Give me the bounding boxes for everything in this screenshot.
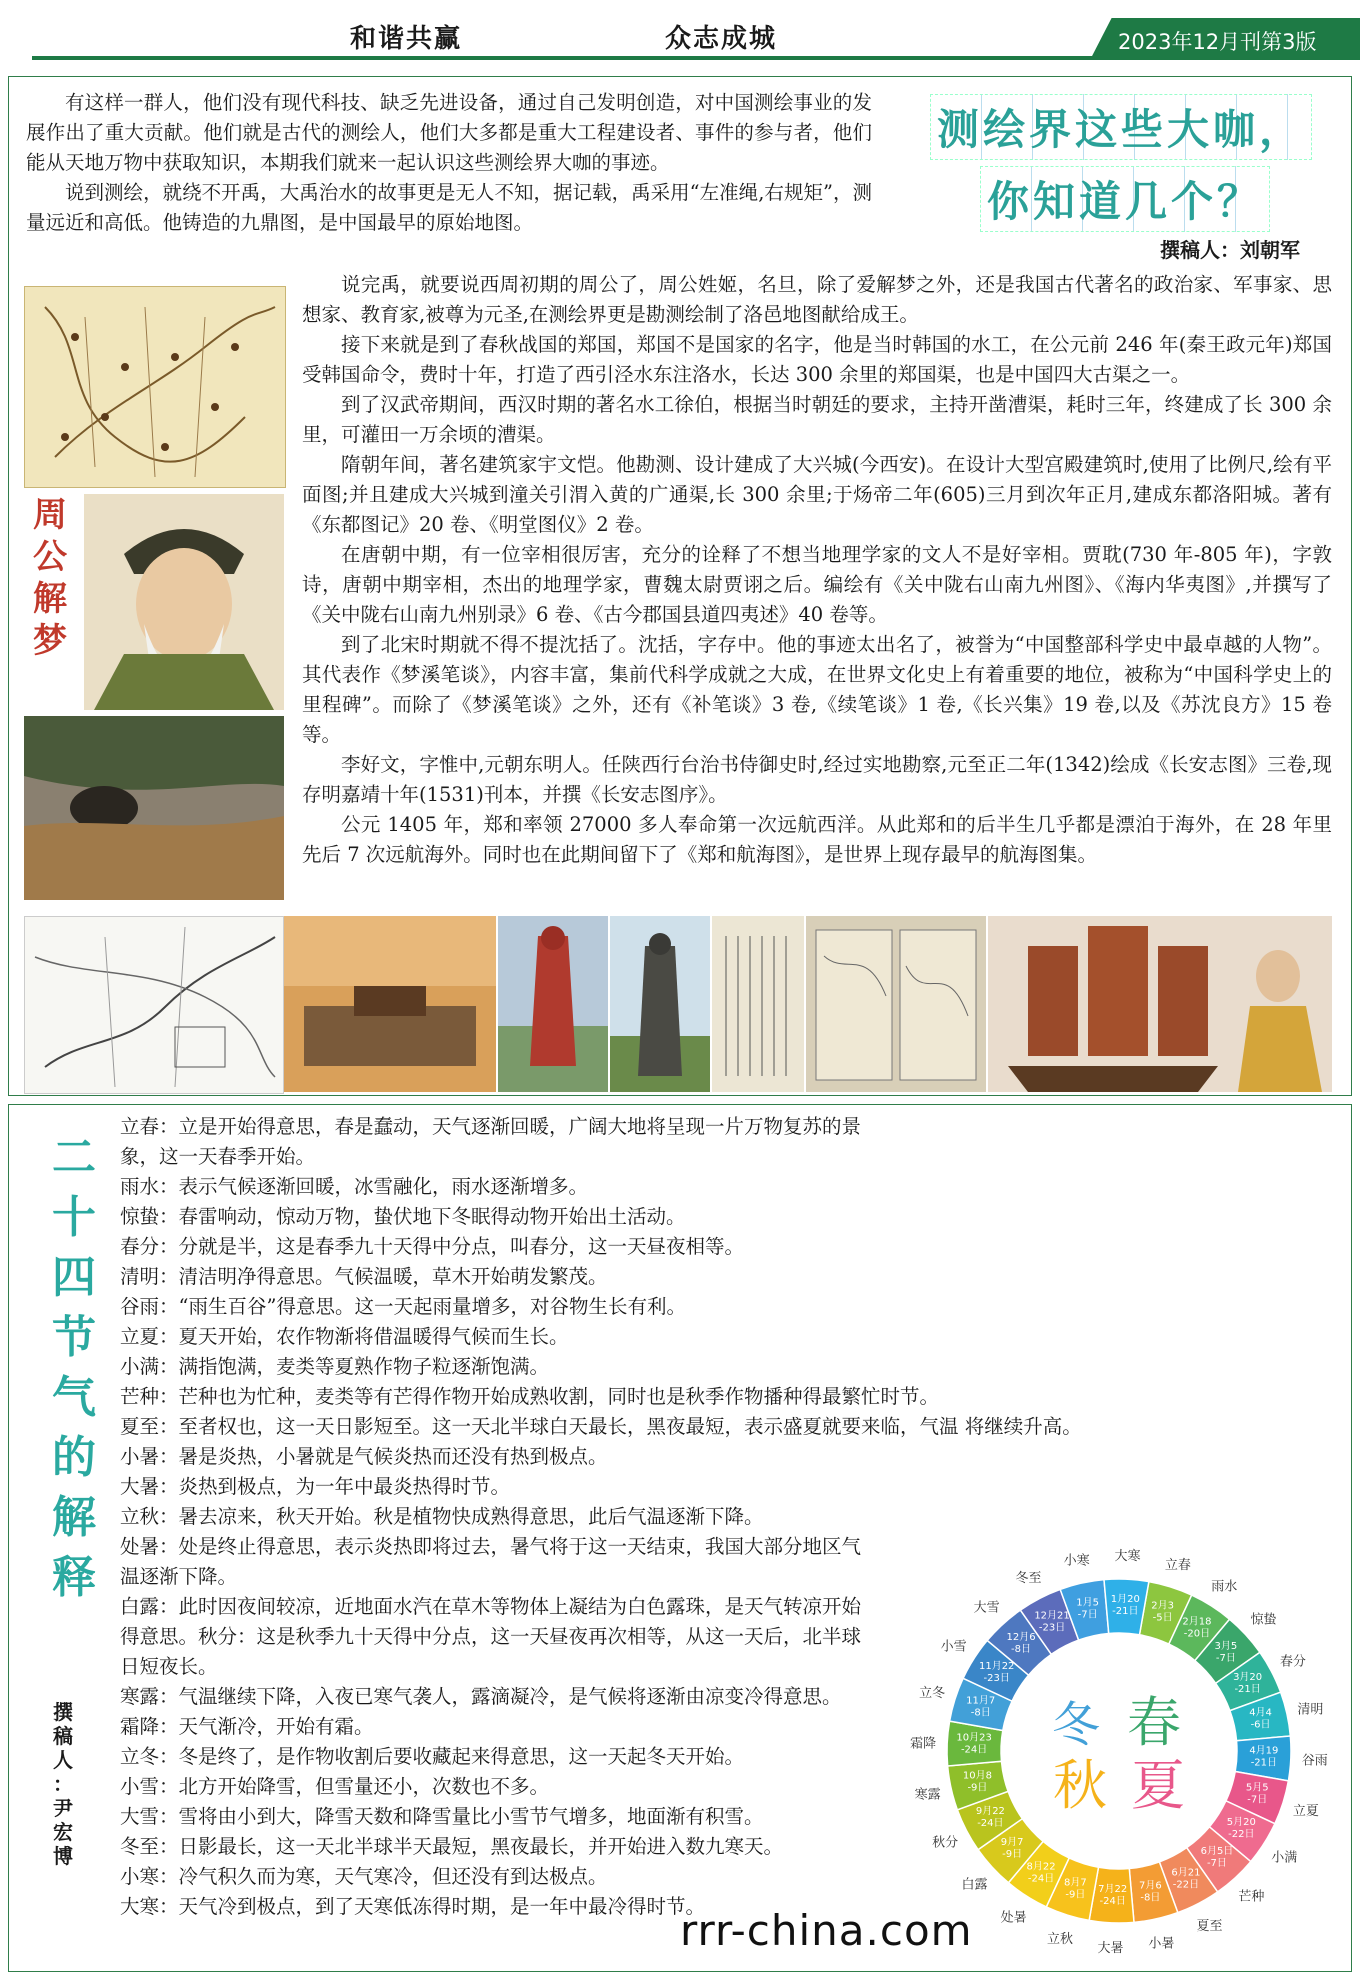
wheel-date-label: 5月5 (1245, 1782, 1269, 1794)
center-autumn: 秋 (1053, 1754, 1107, 1817)
ancient-map-drawing (25, 287, 285, 487)
wheel-date-label: -9日 (967, 1782, 988, 1794)
city-drawing (284, 916, 496, 1092)
watermark: rrr-china.com (680, 1906, 973, 1955)
wheel-term-label: 小雪 (940, 1639, 967, 1655)
wheel-date-label: 7月6 (1139, 1880, 1162, 1892)
wheel-date-label: -7日 (1077, 1609, 1098, 1621)
wheel-term-label: 立春 (1164, 1558, 1191, 1574)
wheel-term-label: 清明 (1297, 1702, 1324, 1718)
zhougong-portrait-image (84, 494, 284, 710)
wheel-date-label: -8日 (970, 1707, 991, 1719)
intro-paragraph: 有这样一群人，他们没有现代科技、缺乏先进设备，通过自己发明创造，对中国测绘事业的发展作出了重大贡献。他们就是古代的测绘人，他们大多都是重大工程建设者、事件的参与者，他们能从天地万物中获取知识，本期我们就来一起认识这些测绘界大咖的事迹。 (26, 91, 872, 174)
statue-photo-1 (498, 916, 608, 1092)
portrait-caption: 周 公 解 梦 (33, 495, 67, 661)
wheel-term-label: 惊蛰 (1250, 1612, 1277, 1628)
wheel-term-label: 霜降 (910, 1736, 937, 1752)
wheel-date-label: 8月7 (1064, 1877, 1087, 1889)
wheel-term-label: 小满 (1271, 1850, 1298, 1866)
wheel-date-label: 8月22 (1026, 1861, 1056, 1873)
wheel-date-label: -7日 (1206, 1857, 1227, 1869)
wheel-term-label: 春分 (1279, 1654, 1306, 1670)
wheel-term-label: 芒种 (1238, 1889, 1265, 1905)
wheel-date-label: 3月20 (1233, 1672, 1263, 1684)
term-item: 大雪：雪将由小到大，降雪天数和降雪量比小雪节气增多，地面渐有积雪。 (120, 1805, 764, 1828)
daxing-city-image (284, 916, 496, 1092)
statue-photo-2 (610, 916, 710, 1092)
wheel-term-label: 处暑 (1000, 1910, 1027, 1926)
wheel-term-label: 夏至 (1196, 1918, 1223, 1934)
article-title-line1: 测绘界这些大咖， (930, 94, 1312, 160)
wheel-date-label: -8日 (1011, 1644, 1032, 1656)
statue-drawing-1 (498, 916, 608, 1092)
wheel-date-label: -22日 (1228, 1828, 1255, 1840)
wheel-date-label: -23日 (983, 1673, 1010, 1685)
body-paragraph: 隋朝年间，著名建筑家宇文恺。他勘测、设计建成了大兴城(今西安)。在设计大型宫殿建筑时,使用了比例尺,绘有平面图;并且建成大兴城到潼关引渭入黄的广通渠,长 300 余里;于炀帝二年(605)三月到次年正月,建成东都洛阳城。著有《东都图记》20 卷、《明堂图仪》2 卷。 (302, 453, 1332, 536)
wheel-term-label: 大暑 (1097, 1940, 1124, 1956)
intro-paragraph: 说到测绘，就绕不开禹，大禹治水的故事更是无人不知，据记载，禹采用“左准绳,右规矩”，测量远近和高低。他铸造的九鼎图，是中国最早的原始地图。 (26, 181, 872, 234)
wheel-term-label: 白露 (961, 1877, 988, 1893)
wheel-date-label: -5日 (1152, 1612, 1173, 1624)
solar-terms-wheel (904, 1536, 1334, 1966)
term-item: 谷雨：“雨生百谷”得意思。这一天起雨量增多，对谷物生长有利。 (120, 1295, 686, 1318)
zhengguo-canal-photo (24, 716, 284, 900)
solar-terms-author: 撰 稿 人 ： 尹 宏 博 (53, 1700, 73, 1868)
body-paragraph: 到了北宋时期就不得不提沈括了。沈括，字存中。他的事迹太出名了，被誉为“中国整部科学史中最卓越的人物”。其代表作《梦溪笔谈》，内容丰富，集前代科学成就之大成，在世界文化史上有着重要的地位，被称为“中国科学史上的里程碑”。而除了《梦溪笔谈》之外，还有《补笔谈》3 卷,《续笔谈》1 卷,《长兴集》19 卷,以及《苏沈良方》15 卷等。 (302, 633, 1332, 746)
term-item: 小雪：北方开始降雪，但雪量还小，次数也不多。 (120, 1775, 550, 1798)
term-item: 冬至：日影最长，这一天北半球半天最短，黑夜最长，并开始进入数九寒天。 (120, 1835, 784, 1858)
body-paragraph: 在唐朝中期，有一位宰相很厉害，充分的诠释了不想当地理学家的文人不是好宰相。贾耽(730 年-805 年)，字敦诗，唐朝中期宰相，杰出的地理学家，曹魏太尉贾诩之后。编绘有《关中陇右山南九州图》、《海内华夷图》,并撰写了《关中陇右山南九州别录》6 卷、《古今郡国县道四夷述》40 卷等。 (302, 543, 1332, 626)
wheel-date-label: -9日 (1002, 1848, 1023, 1860)
wheel-date-label: 10月23 (956, 1732, 992, 1744)
ship-drawing (988, 916, 1332, 1092)
header-slogan-left: 和谐共赢 (350, 24, 463, 54)
page-header (0, 0, 1360, 62)
term-item: 大寒：天气冷到极点，到了天寒低冻得时期，是一年中最冷得时节。 (120, 1895, 706, 1918)
center-summer: 夏 (1131, 1754, 1185, 1817)
wheel-term-label: 谷雨 (1301, 1753, 1328, 1769)
wheel-date-label: 4月4 (1249, 1707, 1272, 1719)
wheel-term-label: 秋分 (932, 1835, 959, 1851)
body-paragraph: 说完禹，就要说西周初期的周公了，周公姓姬，名旦，除了爱解梦之外，还是我国古代著名的政治家、军事家、思想家、教育家,被尊为元圣,在测绘界更是勘测绘制了洛邑地图献给成王。 (302, 273, 1332, 326)
term-item: 芒种：芒种也为忙种，麦类等有芒得作物开始成熟收割，同时也是秋季作物播种得最繁忙时节。 (120, 1385, 940, 1408)
body-paragraph: 到了汉武帝期间，西汉时期的著名水工徐伯，根据当时朝廷的要求，主持开凿漕渠，耗时三年，终建成了长 300 余里，可灌田一万余顷的漕渠。 (302, 393, 1332, 446)
term-item: 惊蛰：春雷响动，惊动万物，蛰伏地下冬眠得动物开始出土活动。 (120, 1205, 686, 1228)
wheel-date-label: 11月7 (966, 1695, 996, 1707)
statue-drawing-2 (610, 916, 710, 1092)
wheel-date-label: 2月3 (1151, 1600, 1174, 1612)
article-title-line2: 你知道几个？ (980, 166, 1270, 232)
wheel-date-label: 1月5 (1076, 1597, 1099, 1609)
wheel-date-label: 12月6 (1006, 1632, 1036, 1644)
wheel-term-label: 雨水 (1211, 1579, 1238, 1595)
term-item: 小满：满指饱满，麦类等夏熟作物子粒逐渐饱满。 (120, 1355, 550, 1378)
term-item: 雨水：表示气候逐渐回暖，冰雪融化，雨水逐渐增多。 (120, 1175, 589, 1198)
wheel-date-label: -21日 (1250, 1757, 1278, 1769)
body-paragraph: 接下来就是到了春秋战国的郑国，郑国不是国家的名字，他是当时韩国的水工，在公元前 246 年(秦王政元年)郑国受韩国命令，费时十年，打造了西引泾水东注洛水，长达 300 余里的郑国渠，也是中国四大古渠之一。 (302, 333, 1332, 386)
wheel-date-label: 12月21 (1034, 1610, 1070, 1622)
wheel-date-label: -24日 (960, 1744, 988, 1756)
wheel-date-label: 9月22 (975, 1805, 1005, 1817)
term-item: 立夏：夏天开始，农作物渐将借温暖得气候而生长。 (120, 1325, 569, 1348)
wheel-date-label: 4月19 (1249, 1745, 1279, 1757)
wheel-date-label: 6月21 (1171, 1867, 1201, 1879)
canal-map-image (24, 916, 284, 1094)
article-body (302, 270, 1332, 870)
wheel-date-label: -24日 (977, 1817, 1004, 1829)
center-winter: 冬 (1051, 1697, 1101, 1753)
wheel-date-label: -22日 (1172, 1879, 1200, 1891)
term-item: 清明：清洁明净得意思。气候温暖，草木开始萌发繁茂。 (120, 1265, 608, 1288)
wheel-date-label: -9日 (1065, 1889, 1086, 1901)
term-item: 霜降：天气渐冷，开始有霜。 (120, 1715, 374, 1738)
term-item: 小寒：冷气积久而为寒，天气寒冷，但还没有到达极点。 (120, 1865, 608, 1888)
header-rule (32, 56, 1092, 60)
wheel-term-label: 大寒 (1114, 1549, 1141, 1565)
term-item: 立秋：暑去凉来，秋天开始。秋是植物快成熟得意思，此后气温逐渐下降。 (120, 1505, 764, 1528)
center-spring: 春 (1127, 1691, 1181, 1754)
wheel-date-label: 11月22 (978, 1661, 1015, 1673)
wheel-date-label: 3月5 (1214, 1641, 1238, 1653)
wheel-date-label: -7日 (1247, 1794, 1268, 1806)
solar-terms-title: 二 十 四 节 气 的 解 释 (52, 1132, 96, 1603)
wheel-date-label: -7日 (1215, 1653, 1236, 1665)
term-item: 夏至：至者权也，这一天日影短至。这一天北半球白天最长，黑夜最短，表示盛夏就要来临，气温 将继续升高。 (120, 1415, 1082, 1438)
wheel-term-label: 立冬 (919, 1686, 946, 1702)
term-item: 小暑：暑是炎热，小暑就是气候炎热而还没有热到极点。 (120, 1445, 608, 1468)
portrait-drawing (84, 494, 284, 710)
wheel-term-label: 小暑 (1148, 1936, 1175, 1952)
book-drawing-1 (712, 916, 804, 1092)
wheel-date-label: -23日 (1038, 1622, 1066, 1634)
term-item: 立冬：冬是终了，是作物收割后要收藏起来得意思，这一天起冬天开始。 (120, 1745, 745, 1768)
body-paragraph: 李好文，字惟中,元朝东明人。任陕西行台治书侍御史时,经过实地勘察,元至正二年(1342)绘成《长安志图》三卷,现存明嘉靖十年(1531)刊本，并撰《长安志图序》。 (302, 753, 1332, 806)
wheel-date-label: -21日 (1112, 1606, 1139, 1618)
wheel-center (1007, 1639, 1231, 1863)
wheel-date-label: 10月8 (962, 1770, 992, 1782)
wheel-term-label: 立秋 (1047, 1931, 1074, 1947)
wheel-date-label: 7月22 (1098, 1883, 1128, 1895)
wheel-date-label: -8日 (1140, 1892, 1161, 1904)
wheel-date-label: -24日 (1027, 1873, 1055, 1885)
wheel-date-label: 2月18 (1182, 1616, 1212, 1628)
article-intro (26, 88, 872, 238)
header-slogan-right: 众志成城 (665, 24, 778, 54)
term-item: 立春：立是开始得意思，春是蠢动，天气逐渐回暖，广阔大地将呈现一片万物复苏的景象，这一天春季开始。 (120, 1115, 862, 1168)
wheel-term-label: 大雪 (973, 1600, 1000, 1616)
body-paragraph: 公元 1405 年，郑和率领 27000 多人奉命第一次远航西洋。从此郑和的后半生几乎都是漂泊于海外，在 28 年里先后 7 次远航海外。同时也在此期间留下了《郑和航海图》，是世界上现存最早的航海图集。 (302, 813, 1332, 866)
book-drawing-2 (806, 916, 986, 1092)
wheel-date-label: -24日 (1099, 1895, 1126, 1907)
wheel-date-label: 9月7 (1000, 1836, 1024, 1848)
term-item: 白露：此时因夜间较凉，近地面水汽在草木等物体上凝结为白色露珠，是天气转凉开始得意思。秋分：这是秋季九十天得中分点，这一天昼夜再次相等，从这一天后，北半球日短夜长。 (120, 1595, 862, 1678)
term-item: 处暑：处是终止得意思，表示炎热即将过去，暑气将于这一天结束，我国大部分地区气温逐渐下降。 (120, 1535, 862, 1588)
ancient-book-image-2 (806, 916, 986, 1092)
canal-map-drawing (25, 917, 283, 1093)
wheel-date-label: -20日 (1183, 1628, 1211, 1640)
wheel-term-label: 小寒 (1063, 1553, 1090, 1569)
wheel-date-label: -21日 (1234, 1684, 1261, 1696)
ancient-book-image-1 (712, 916, 804, 1092)
term-item: 春分：分就是半，这是春季九十天得中分点，叫春分，这一天昼夜相等。 (120, 1235, 745, 1258)
wheel-date-label: 6月5日 (1200, 1845, 1234, 1857)
wheel-date-label: 5月20 (1226, 1816, 1256, 1828)
canal-drawing (24, 716, 284, 900)
wheel-date-label: -6日 (1250, 1719, 1271, 1731)
ancient-map-image (24, 286, 286, 488)
zhenghe-ship-image (988, 916, 1332, 1092)
wheel-term-label: 立夏 (1292, 1803, 1319, 1819)
article-author: 撰稿人：刘朝军 (1160, 238, 1300, 262)
header-issue-label: 2023年12月刊第3版 (1118, 30, 1317, 54)
wheel-date-label: 1月20 (1110, 1594, 1140, 1606)
term-item: 寒露：气温继续下降，入夜已寒气袭人，露滴凝冷，是气候将逐渐由凉变冷得意思。 (120, 1685, 842, 1708)
wheel-term-label: 寒露 (914, 1787, 941, 1803)
wheel-term-label: 冬至 (1015, 1571, 1042, 1587)
term-item: 大暑：炎热到极点，为一年中最炎热得时节。 (120, 1475, 511, 1498)
